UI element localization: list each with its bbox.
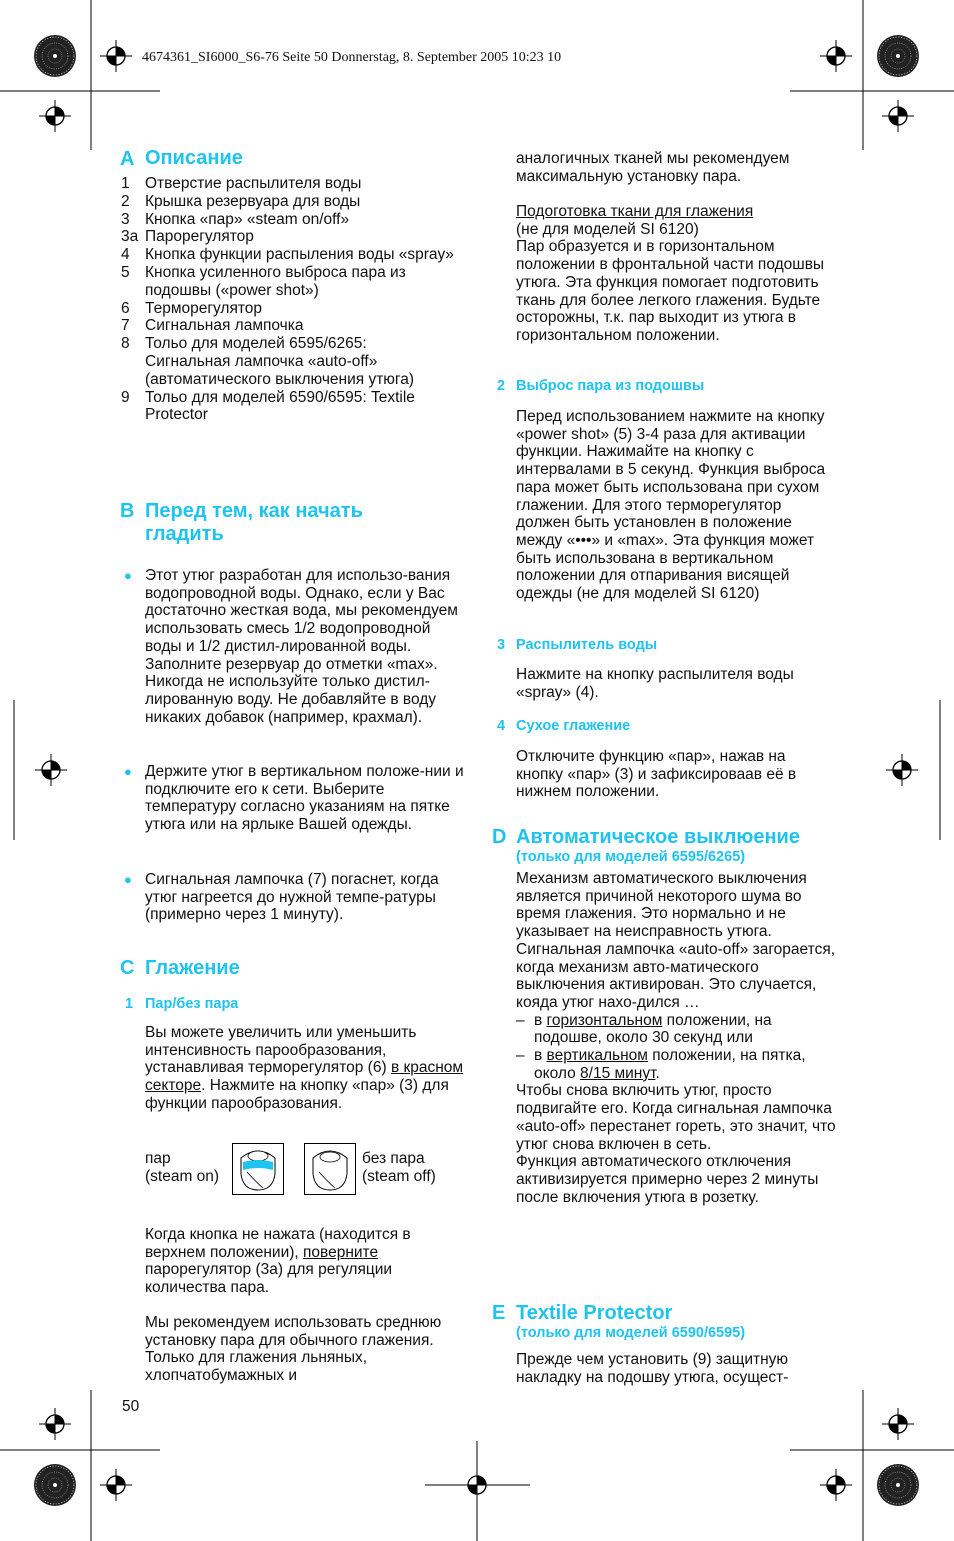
sub-4-num: 4	[497, 718, 506, 734]
recommendation-paragraph: Мы рекомендуем использовать среднюю установку пара для обычного глажения. Только для глажения льняных, хлопчатобумажных и	[145, 1314, 442, 1385]
continuation-paragraph: аналогичных тканей мы рекомендуем максимальную установку пара.	[516, 150, 790, 185]
spray-paragraph: Нажмите на кнопку распылителя воды «spray» (4).	[516, 666, 794, 701]
section-b-title-line1: Перед тем, как начать	[145, 500, 363, 522]
section-d-title: Автоматическое выклюение	[516, 826, 800, 848]
print-header: 4674361_SI6000_S6-76 Seite 50 Donnerstag, 8. September 2005 10:23 10	[142, 50, 562, 65]
page-number: 50	[122, 1398, 140, 1415]
list-item: 9 Тольо для моделей 6590/6595: Textile Protector	[121, 388, 415, 424]
sub-2-title: Выброс пара из подошвы	[516, 378, 705, 394]
dry-ironing-paragraph: Отключите функцию «пар», нажав на кнопку «пар» (3) и зафиксироваав её в нижнем положении.	[516, 748, 797, 801]
steam-on-button-illustration	[232, 1143, 284, 1195]
steam-on-label: пар (steam on)	[145, 1150, 220, 1185]
list-item: 1 Отверстие распылителя воды	[121, 175, 362, 192]
sub-2-num: 2	[497, 378, 506, 394]
bullet-plug-in: ● Держите утюг в вертикальном положе-нии и подключите его к сети. Выберите температуру согласно указаниям на пятке утюга или на ярлыке Вашей одежды.	[124, 763, 464, 834]
sub-3-num: 3	[497, 637, 506, 653]
section-e-title: Textile Protector	[516, 1302, 673, 1324]
section-a-letter: A	[120, 148, 135, 170]
sub-1-title: Пар/без пара	[145, 996, 239, 1012]
section-b-title-line2: гладить	[145, 523, 224, 545]
parts-list	[121, 175, 461, 424]
bullet-dot: ●	[124, 568, 132, 583]
section-c-title: Глажение	[145, 957, 240, 979]
list-item: 5 Кнопка усиленного выброса пара из подошвы («power shot»)	[121, 263, 406, 299]
section-d-letter: D	[492, 826, 507, 848]
bullet-pilot-light: ● Сигнальная лампочка (7) погаснет, когда утюг нагреется до нужной темпе-ратуры (примерно через 1 минуту).	[124, 871, 439, 924]
list-item: 7 Сигнальная лампочка	[121, 317, 304, 335]
section-a-title: Описание	[145, 147, 243, 169]
sub-4-title: Сухое глажение	[516, 718, 631, 734]
bullet-water: ● Этот утюг разработан для использо-вания водопроводной воды. Однако, если у Вас достаточно жесткая вода, мы рекомендуем использовать смесь 1/2 водопроводной воды и 1/2 дистил-лированной воды. Заполните резервуар до отметки «max». Никогда не используйте только дистил-лированную воду. Не добавляйте в воду никаких добавок (например, крахмал).	[124, 567, 458, 726]
section-c-letter: C	[120, 957, 135, 979]
list-item: 2 Крышка резервуара для воды	[121, 192, 361, 210]
bullet-dot: ●	[124, 872, 132, 887]
power-shot-paragraph: Перед использованием нажмите на кнопку «power shot» (5) 3-4 раза для активации функции. Нажимайте на кнопку с интервалами в 5 секунд. Функция выброса пара может быть использована при сухом глажении. Для этого терморегулятор должен быть установлен в положение между «•••» и «max». Эта функция может быть использована в вертикальном положении для отпаривания висящей одежды (не для моделей SI 6120)	[516, 408, 826, 603]
steam-off-label: без пара (steam off)	[362, 1150, 436, 1185]
list-item: 4 Кнопка функции распыления воды «spray»	[121, 246, 454, 264]
dash-item-horizontal: – в горизонтальном положении, на подошве, около 30 секунд или	[516, 1011, 772, 1047]
steam-paragraph: Вы можете увеличить или уменьшить интенсивность парообразования, устанавливая терморегулятор (6) в красном секторе. Нажмите на кнопку «пар» (3) для функции парообразования.	[145, 1024, 464, 1112]
bullet-dot: ●	[124, 764, 132, 779]
section-d-subtitle: (только для моделей 6595/6265)	[516, 849, 746, 865]
textile-protector-paragraph: Прежде чем установить (9) защитную накладку на подошву утюга, осущест-	[516, 1351, 789, 1386]
list-item: 8 Тольо для моделей 6595/6265: Сигнальная лампочка «auto-off» (автоматического выключения утюга)	[121, 335, 415, 388]
list-item: 6 Терморегулятор	[121, 299, 263, 317]
auto-off-block: Механизм автоматического выключения является причиной некоторого шума во время глажения. Это нормально и не указывает на неисправность утюга. Сигнальная лампочка «auto-off» загорается, когда механизм авто-матического выключения активирован. Это случается, кояда утюг нахо-дился … – в горизонтальном положении, на подошве, около 30 секунд или – в вертикальном положении, на пятка, около 8/15 минут. Чтобы снова включить утюг, просто подвигайте его. Когда сигнальная лампочка «auto-off» перестанет гореть, это значит, что утюг снова включен в сеть. Функция автоматического отключения активизируется примерно через 2 минуты после включения утюга в розетку.	[516, 870, 838, 1206]
sub-1-num: 1	[125, 996, 134, 1012]
list-item: 3 Кнопка «пар» «steam on/off»	[121, 210, 350, 228]
regulator-paragraph: Когда кнопка не нажата (находится в верхнем положении), поверните парорегулятор (3a) для регуляции количества пара.	[145, 1226, 411, 1297]
steam-off-icon	[305, 1144, 355, 1194]
steam-on-icon	[233, 1144, 283, 1194]
sub-3-title: Распылитель воды	[516, 637, 658, 653]
steam-off-button-illustration	[304, 1143, 356, 1195]
section-e-subtitle: (только для моделей 6590/6595)	[516, 1325, 746, 1341]
list-item: 3a Парорегулятор	[121, 228, 254, 246]
preparation-block: Подоготовка ткани для глажения (не для моделей SI 6120) Пар образуется и в горизонтальном положении в фронтальной части подошвы утюга. Эта функция помогает подготовить ткань для более легкого глажения. Будьте осторожны, т.к. пар выходит из утюга в горизонтальном положении.	[516, 203, 825, 344]
section-e-letter: E	[492, 1302, 506, 1324]
section-b-letter: B	[120, 500, 135, 522]
dash-item-vertical: – в вертикальном положении, на пятка, около 8/15 минут.	[516, 1047, 806, 1082]
